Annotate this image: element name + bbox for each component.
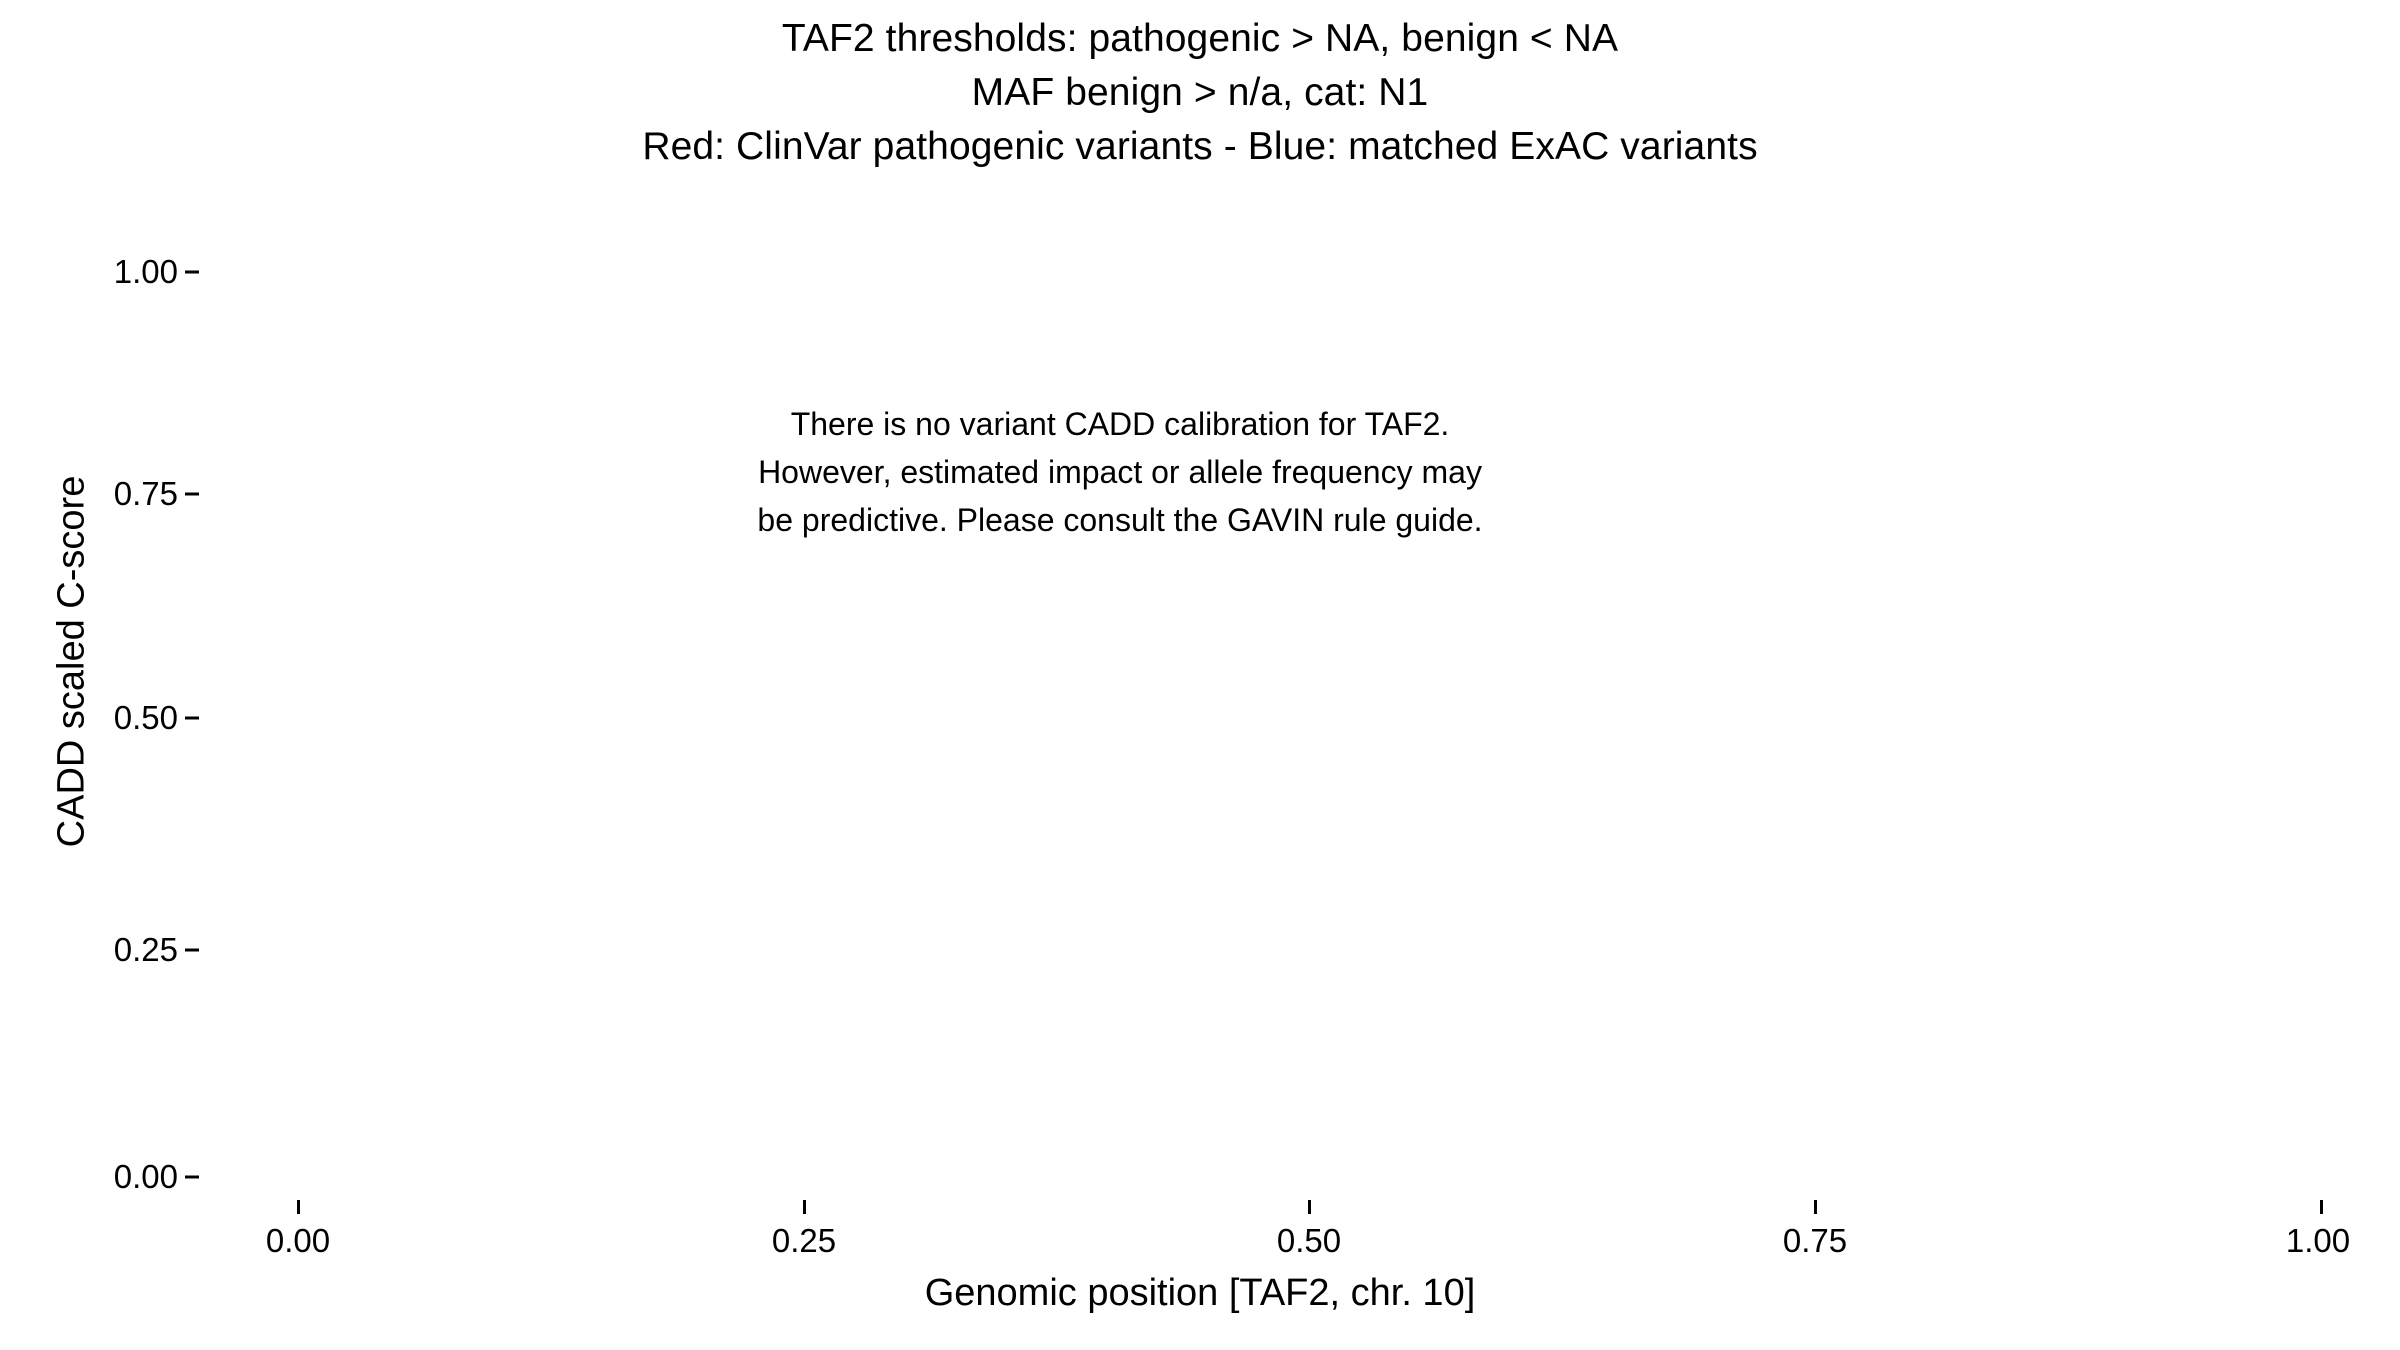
y-tick-mark-1 [185,271,199,274]
plot-annotation-line-2: However, estimated impact or allele frequency may [758,454,1482,490]
x-tick-label-1: 0.00 [265,1222,331,1259]
y-tick-mark-5 [185,1176,199,1179]
y-axis-title: CADD scaled C-score [50,475,93,848]
x-tick-mark-4 [1814,1200,1817,1214]
x-tick-label-3: 0.50 [1276,1222,1342,1259]
y-axis-ticks [0,0,178,1350]
chart-title-line-2: MAF benign > n/a, cat: N1 [971,70,1429,114]
y-tick-mark-4 [185,949,199,952]
y-tick-label-5: 0.00 [113,1158,178,1195]
y-tick-mark-3 [185,717,199,720]
chart-title-line-1: TAF2 thresholds: pathogenic > NA, benign < NA [781,17,1619,60]
x-tick-mark-3 [1308,1200,1311,1214]
x-axis-title: Genomic position [TAF2, chr. 10] [924,1272,1476,1314]
y-tick-label-2: 0.75 [113,475,178,512]
plot-annotation-line-3: be predictive. Please consult the GAVIN rule guide. [757,502,1483,538]
x-tick-label-2: 0.25 [771,1222,837,1259]
x-tick-label-4: 0.75 [1782,1222,1848,1259]
x-tick-mark-2 [803,1200,806,1214]
plot-annotation [500,400,1740,544]
chart-title [0,12,2400,173]
x-tick-mark-5 [2320,1200,2323,1214]
y-tick-label-4: 0.25 [113,931,178,968]
x-tick-mark-1 [297,1200,300,1214]
plot-annotation-line-1: There is no variant CADD calibration for TAF2. [790,406,1450,442]
plot-panel [200,220,2390,1200]
y-tick-label-3: 0.50 [113,699,178,736]
y-tick-label-1: 1.00 [113,253,178,290]
x-tick-label-5: 1.00 [2285,1222,2351,1259]
y-tick-mark-2 [185,493,199,496]
chart-title-line-3: Red: ClinVar pathogenic variants - Blue: matched ExAC variants [642,124,1758,168]
